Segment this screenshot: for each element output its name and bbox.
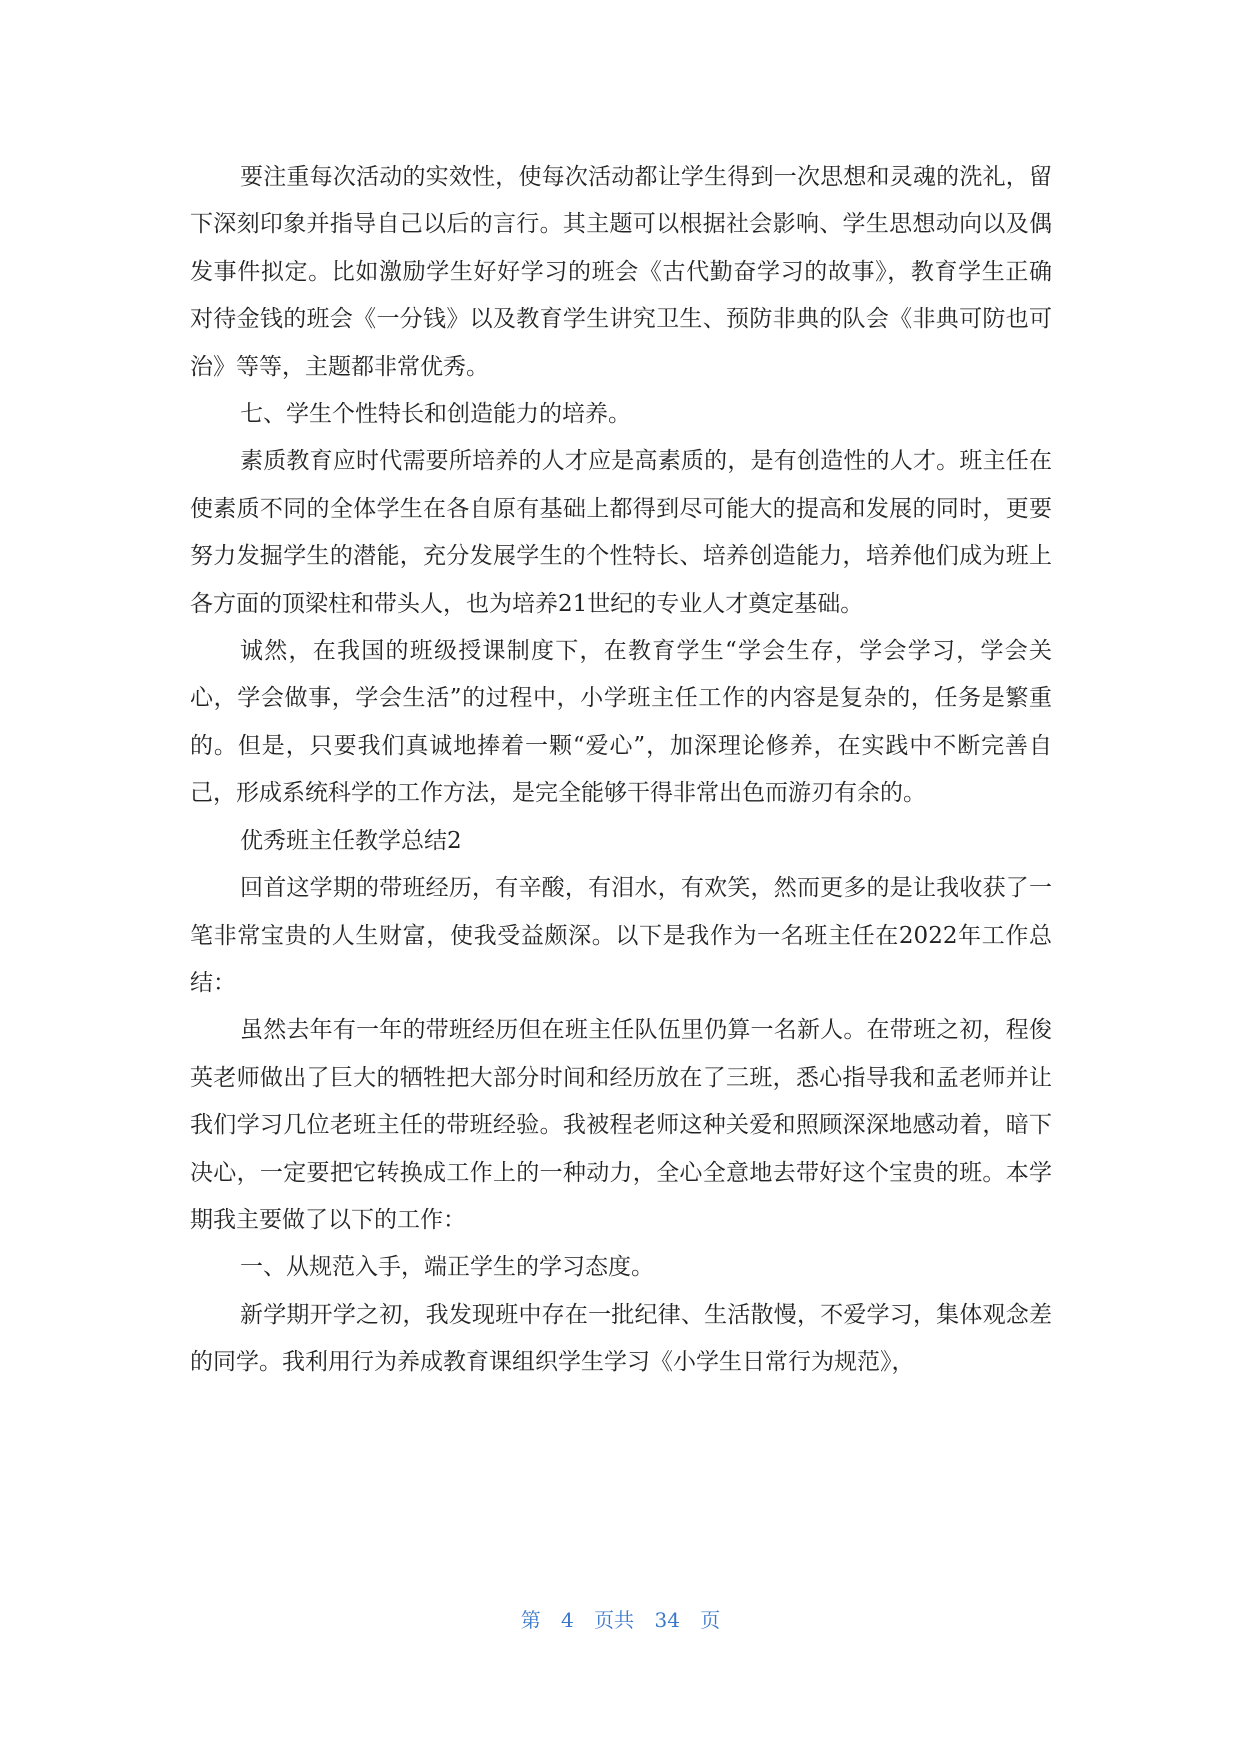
paragraph-new-semester: 新学期开学之初，我发现班中存在一批纪律、生活散慢，不爱学习，集体观念差的同学。我利用行为养成教育课组织学生学习《小学生日常行为规范》， [190, 1301, 1052, 1376]
section-heading-one: 一、从规范入手，端正学生的学习态度。 [240, 1254, 654, 1281]
paragraph-conclusion: 诚然，在我国的班级授课制度下，在教育学生“学会生存，学会学习，学会关心，学会做事，学会生活”的过程中，小学班主任工作的内容是复杂的，任务是繁重的。但是，只要我们真诚地捧着一颗“爱心”，加深理论修养，在实践中不断完善自己，形成系统科学的工作方法，是完全能够干得非常出色而游刃有余的。 [190, 638, 1052, 807]
article-title-2: 优秀班主任教学总结2 [240, 827, 462, 854]
document-body [190, 154, 1052, 1387]
paragraph-semester-review: 回首这学期的带班经历，有辛酸，有泪水，有欢笑，然而更多的是让我收获了一笔非常宝贵的人生财富，使我受益颇深。以下是我作为一名班主任在2022年工作总结： [190, 875, 1052, 996]
paragraph-activity-effectiveness: 要注重每次活动的实效性，使每次活动都让学生得到一次思想和灵魂的洗礼，留下深刻印象并指导自己以后的言行。其主题可以根据社会影响、学生思想动向以及偶发事件拟定。比如激励学生好好学习的班会《古代勤奋学习的故事》，教育学生正确对待金钱的班会《一分钱》以及教育学生讲究卫生、预防非典的队会《非典可防也可治》等等，主题都非常优秀。 [190, 164, 1052, 380]
section-heading-seven: 七、学生个性特长和创造能力的培养。 [240, 401, 631, 428]
paragraph-quality-education: 素质教育应时代需要所培养的人才应是高素质的，是有创造性的人才。班主任在使素质不同的全体学生在各自原有基础上都得到尽可能大的提高和发展的同时，更要努力发掘学生的潜能，充分发展学生的个性特长、培养创造能力，培养他们成为班上各方面的顶梁柱和带头人，也为培养21世纪的专业人才奠定基础。 [190, 448, 1052, 617]
page-number-footer: 第 4 页共 34 页 [520, 1608, 721, 1632]
paragraph-new-teacher: 虽然去年有一年的带班经历但在班主任队伍里仍算一名新人。在带班之初，程俊英老师做出了巨大的牺牲把大部分时间和经历放在了三班，悉心指导我和孟老师并让我们学习几位老班主任的带班经验。我被程老师这种关爱和照顾深深地感动着，暗下决心，一定要把它转换成工作上的一种动力，全心全意地去带好这个宝贵的班。本学期我主要做了以下的工作： [190, 1017, 1052, 1233]
